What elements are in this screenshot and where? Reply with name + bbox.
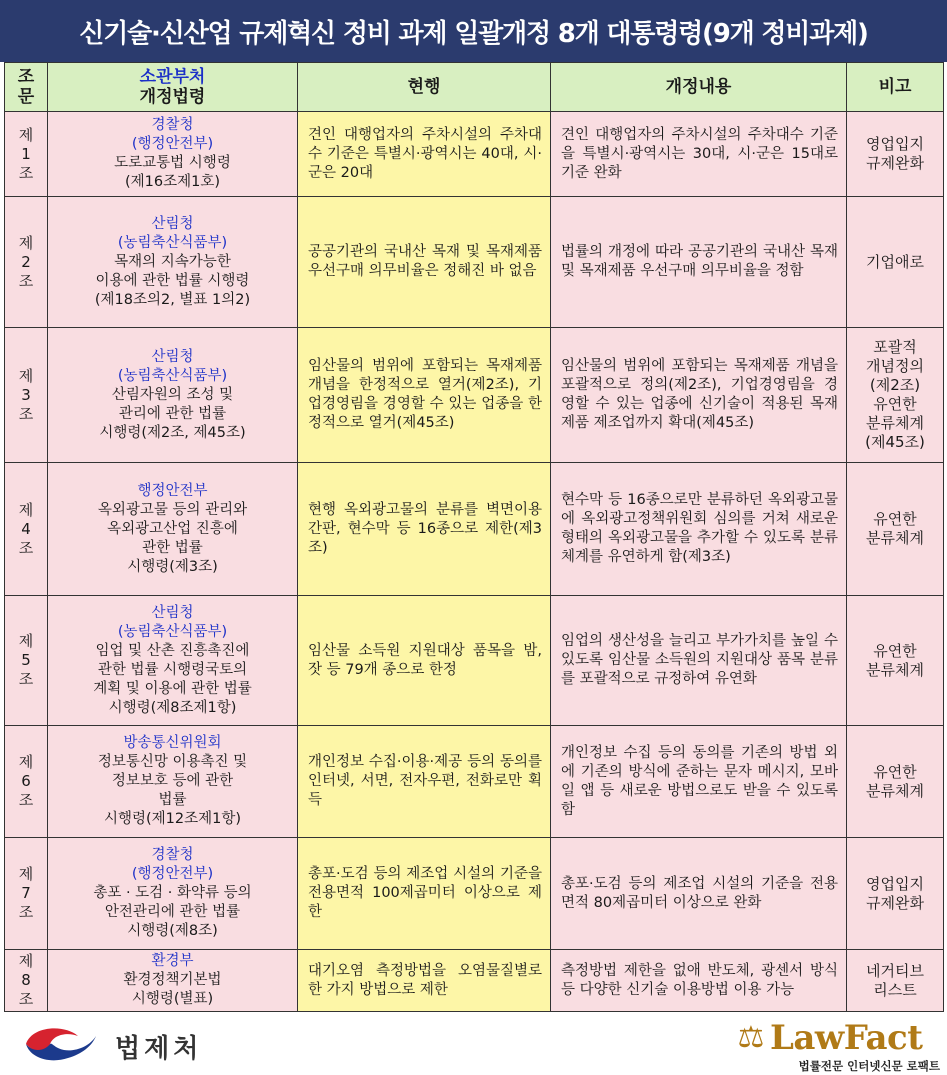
current-provision: 총포·도검 등의 제조업 시설의 기준을 전용면적 100제곱미터 이상으로 제한 — [298, 838, 551, 950]
revision-content: 법률의 개정에 따라 공공기관의 국내산 목재 및 목재제품 우선구매 의무비율을 정함 — [551, 197, 847, 328]
law-name: 정보보호 등에 관한 — [111, 773, 234, 789]
remark: 네거티브 리스트 — [847, 950, 944, 1012]
revision-content: 개인정보 수집 등의 동의를 기존의 방법 외에 기존의 방식에 준하는 문자 메시지, 모바일 앱 등 새로운 방법으로도 받을 수 있도록 함 — [551, 726, 847, 838]
scales-icon: ⚖ — [737, 1020, 765, 1055]
ministry-name: 경찰청 — [151, 117, 194, 133]
law-name: 시행령(제8조) — [127, 923, 218, 939]
ministry-name: (행정안전부) — [131, 866, 214, 882]
ministry-name: 산림청 — [151, 348, 194, 365]
page-title: 신기술·신산업 규제혁신 정비 과제 일괄개정 8개 대통령령(9개 정비과제) — [0, 0, 947, 62]
ministry-name: 산림청 — [151, 604, 194, 621]
current-provision: 현행 옥외광고물의 분류를 벽면이용간판, 현수막 등 16종으로 제한(제3조) — [298, 463, 551, 596]
law-name: 시행령(제8조제1항) — [108, 699, 237, 716]
law-name: 관리에 관한 법률 — [118, 405, 227, 422]
current-provision: 견인 대행업자의 주차시설의 주차대수 기준은 특별시·광역시는 40대, 시·군은 20대 — [298, 112, 551, 197]
table-row — [5, 596, 944, 726]
law-name: 옥외광고산업 진흥에 — [107, 520, 238, 537]
article-number: 제 3 조 — [5, 328, 48, 463]
law-name: 법률 — [158, 792, 187, 808]
ministry-name: (농림축산식품부) — [117, 234, 228, 251]
table-row — [5, 197, 944, 328]
law-name: 도로교통법 시행령 — [114, 155, 231, 171]
table-row — [5, 328, 944, 463]
remark: 영업입지 규제완화 — [847, 112, 944, 197]
ministry-name: 행정안전부 — [137, 482, 208, 499]
remark: 유연한 분류체계 — [847, 596, 944, 726]
table-row — [5, 463, 944, 596]
ministry-name: (농림축산식품부) — [117, 623, 228, 640]
ministry-law-cell — [48, 328, 298, 463]
table-row — [5, 838, 944, 950]
law-name: 시행령(제12조제1항) — [103, 811, 242, 827]
law-name: 정보통신망 이용촉진 및 — [97, 754, 248, 770]
ministry-law-cell — [48, 463, 298, 596]
current-provision: 임산물의 범위에 포함되는 목재제품 개념을 한정적으로 열거(제2조), 기업경영림을 경영할 수 있는 업종을 한정적으로 열거(제45조) — [298, 328, 551, 463]
header-current: 현행 — [298, 63, 551, 112]
current-provision: 개인정보 수집·이용·제공 등의 동의를 인터넷, 서면, 전자우편, 전화로만 획득 — [298, 726, 551, 838]
law-name: 관한 법률 시행령국토의 — [97, 661, 248, 678]
law-name: 관한 법률 — [142, 539, 203, 556]
header-row — [5, 63, 944, 112]
revision-content: 측정방법 제한을 없애 반도체, 광센서 방식 등 다양한 신기술 이용방법 이용 가능 — [551, 950, 847, 1012]
footer — [0, 1010, 947, 1075]
ministry-law-cell — [48, 197, 298, 328]
law-name: 환경정책기본법 — [123, 972, 222, 988]
agency-name: 법제처 — [115, 1034, 203, 1064]
taegeuk-icon — [20, 1022, 100, 1064]
law-name: 안전관리에 관한 법률 — [104, 904, 241, 920]
ministry-law-cell — [48, 726, 298, 838]
law-name: 목재의 지속가능한 — [114, 253, 231, 270]
remark: 기업애로 — [847, 197, 944, 328]
table-row — [5, 950, 944, 1012]
table-row — [5, 726, 944, 838]
regulation-table — [4, 62, 944, 1012]
ministry-law-cell — [48, 838, 298, 950]
law-name: 옥외광고물 등의 관리와 — [97, 501, 248, 518]
ministry-law-cell — [48, 596, 298, 726]
header-note: 비고 — [847, 63, 944, 112]
remark: 유연한 분류체계 — [847, 463, 944, 596]
law-name: (제16조제1호) — [124, 174, 221, 190]
remark: 유연한 분류체계 — [847, 726, 944, 838]
ministry-name: 산림청 — [151, 215, 194, 232]
law-name: 계획 및 이용에 관한 법률 — [93, 680, 252, 697]
header-ministry: 소관부처 개정법령 — [48, 63, 298, 112]
article-number: 제 4 조 — [5, 463, 48, 596]
article-number: 제 2 조 — [5, 197, 48, 328]
law-name: 총포 · 도검 · 화약류 등의 — [93, 885, 252, 901]
law-name: 임업 및 산촌 진흥촉진에 — [95, 642, 250, 659]
ministry-name: 환경부 — [151, 953, 194, 969]
law-name: 이용에 관한 법률 시행령 — [95, 272, 250, 289]
brand-logo: LawFact — [770, 1018, 923, 1058]
revision-content: 총포·도검 등의 제조업 시설의 기준을 전용면적 80제곱미터 이상으로 완화 — [551, 838, 847, 950]
revision-content: 견인 대행업자의 주차시설의 주차대수 기준을 특별시·광역시는 30대, 시·군은 15대로 기준 완화 — [551, 112, 847, 197]
article-number: 제 1 조 — [5, 112, 48, 197]
article-number: 제 8 조 — [5, 950, 48, 1012]
article-number: 제 6 조 — [5, 726, 48, 838]
law-name: 시행령(제2조, 제45조) — [99, 424, 246, 441]
current-provision: 임산물 소득원 지원대상 품목을 밤, 잣 등 79개 종으로 한정 — [298, 596, 551, 726]
revision-content: 현수막 등 16종으로만 분류하던 옥외광고물에 옥외광고정책위원회 심의를 거쳐 새로운 형태의 옥외광고물을 추가할 수 있도록 분류체계를 유연하게 함(제3조) — [551, 463, 847, 596]
law-name: 시행령(제3조) — [127, 558, 218, 575]
header-article: 조 문 — [5, 63, 48, 112]
remark: 포괄적 개념정의 (제2조) 유연한 분류체계 (제45조) — [847, 328, 944, 463]
ministry-law-cell — [48, 950, 298, 1012]
ministry-law-cell — [48, 112, 298, 197]
revision-content: 임산물의 범위에 포함되는 목재제품 개념을 포괄적으로 정의(제2조), 기업경영림을 경영할 수 있는 업종에 신기술이 적용된 목재제품 제조업까지 확대(제45조) — [551, 328, 847, 463]
article-number: 제 7 조 — [5, 838, 48, 950]
ministry-name: 경찰청 — [151, 847, 194, 863]
brand-subtitle: 법률전문 인터넷신문 로팩트 — [798, 1059, 940, 1073]
law-name: 산림자원의 조성 및 — [111, 386, 234, 403]
article-number: 제 5 조 — [5, 596, 48, 726]
current-provision: 공공기관의 국내산 목재 및 목재제품 우선구매 의무비율은 정해진 바 없음 — [298, 197, 551, 328]
law-name: (제18조의2, 별표 1의2) — [94, 291, 251, 308]
remark: 영업입지 규제완화 — [847, 838, 944, 950]
ministry-name: 방송통신위원회 — [123, 735, 222, 751]
revision-content: 임업의 생산성을 늘리고 부가가치를 높일 수 있도록 임산물 소득원의 지원대상 품목 분류를 포괄적으로 규정하여 유연화 — [551, 596, 847, 726]
ministry-name: (농림축산식품부) — [117, 367, 228, 384]
law-name: 시행령(별표) — [131, 991, 214, 1007]
header-revision: 개정내용 — [551, 63, 847, 112]
ministry-name: (행정안전부) — [131, 136, 214, 152]
current-provision: 대기오염 측정방법을 오염물질별로 한 가지 방법으로 제한 — [298, 950, 551, 1012]
table-row — [5, 112, 944, 197]
